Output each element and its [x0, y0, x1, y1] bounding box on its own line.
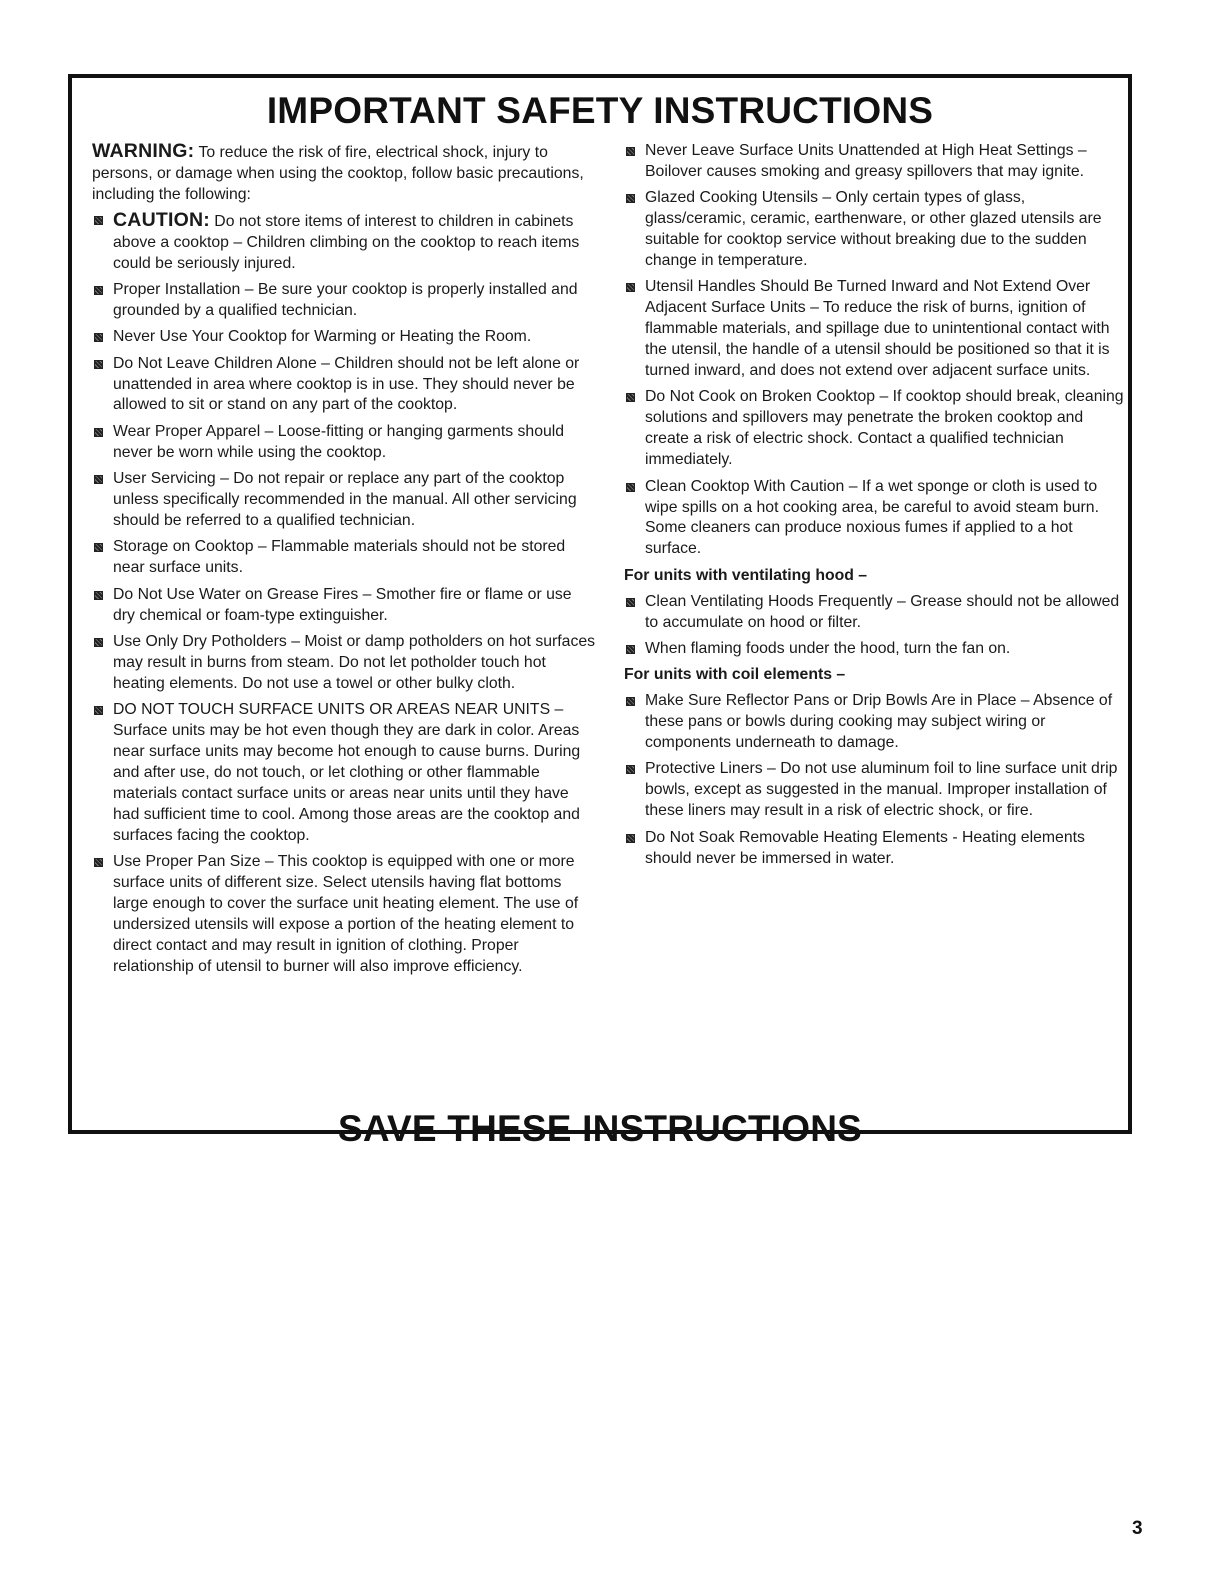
list-item	[92, 354, 597, 417]
list-item	[624, 141, 1124, 183]
hood-instruction-list	[624, 592, 1124, 660]
list-item	[92, 469, 597, 532]
hood-section-heading: For units with ventilating hood –	[624, 566, 868, 584]
item-text: User Servicing – Do not repair or replace any part of the cooktop unless specifically recommended in the manual. All other servicing should be referred to a qualified technician.	[113, 470, 577, 529]
warning-label: WARNING:	[92, 140, 195, 162]
right-column	[624, 141, 1124, 875]
list-item	[624, 639, 1124, 660]
coil-section-heading: For units with coil elements –	[624, 666, 846, 684]
item-text: Make Sure Reflector Pans or Drip Bowls Are in Place – Absence of these pans or bowls during cooking may subject wiring or components underneath to damage.	[645, 692, 1113, 752]
square-bullet-icon	[94, 333, 103, 342]
list-item	[624, 691, 1124, 754]
item-text: Utensil Handles Should Be Turned Inward and Not Extend Over Adjacent Surface Units – To reduce the risk of burns, ignition of flammable materials, and spillage due to unintentional contact with the utensil, the handle of a utensil should be positioned so that it is turned inward, and does not extend over adjacent surface units.	[645, 278, 1110, 380]
item-text: Protective Liners – Do not use aluminum foil to line surface unit drip bowls, except as suggested in the manual. Improper installation of these liners may result in a risk of electric shock, or fire.	[645, 760, 1118, 820]
page-number: 3	[1132, 1518, 1143, 1539]
item-text: Use Proper Pan Size – This cooktop is equipped with one or more surface units of different size. Select utensils having flat bottoms large enough to cover the surface unit heating element. The use of undersized utensils will expose a portion of the heating element to direct contact and may result in ignition of clothing. Proper relationship of utensil to burner will also improve efficiency.	[113, 853, 579, 975]
item-text: Never Use Your Cooktop for Warming or Heating the Room.	[113, 328, 532, 346]
list-item	[92, 585, 597, 627]
square-bullet-icon	[626, 194, 635, 203]
square-bullet-icon	[626, 147, 635, 156]
list-item	[92, 210, 597, 275]
square-bullet-icon	[626, 283, 635, 292]
square-bullet-icon	[626, 834, 635, 843]
list-item	[624, 592, 1124, 634]
list-item	[92, 422, 597, 464]
item-text: Proper Installation – Be sure your cooktop is properly installed and grounded by a qualified technician.	[113, 280, 578, 319]
square-bullet-icon	[626, 393, 635, 402]
item-text: When flaming foods under the hood, turn the fan on.	[645, 639, 1011, 657]
item-text: Clean Ventilating Hoods Frequently – Grease should not be allowed to accumulate on hood or filter.	[645, 592, 1120, 631]
warning-text: To reduce the risk of fire, electrical shock, injury to persons, or damage when using the cooktop, follow basic precautions, including the following:	[92, 144, 584, 203]
list-item	[92, 280, 597, 322]
square-bullet-icon	[94, 428, 103, 437]
item-text: Never Leave Surface Units Unattended at High Heat Settings – Boilover causes smoking and greasy spillovers that may ignite.	[645, 142, 1087, 180]
list-item	[624, 759, 1124, 822]
item-text: Do Not Leave Children Alone – Children should not be left alone or unattended in area where cooktop is in use. They should never be allowed to sit or stand on any part of the cooktop.	[113, 354, 580, 414]
list-item	[92, 327, 597, 348]
list-item	[624, 477, 1124, 561]
square-bullet-icon	[626, 697, 635, 706]
coil-instruction-list	[624, 691, 1124, 869]
list-item	[92, 632, 597, 695]
square-bullet-icon	[626, 765, 635, 774]
square-bullet-icon	[626, 645, 635, 654]
item-text: DO NOT TOUCH SURFACE UNITS OR AREAS NEAR UNITS – Surface units may be hot even though they are dark in color. Areas near surface units may become hot enough to cause burns. During and after use, do not touch, or let clothing or other flammable materials contact surface units or areas near units until they have had sufficient time to cool. Among those areas are the cooktop and surfaces facing the cooktop.	[113, 701, 581, 844]
warning-paragraph	[92, 141, 597, 206]
list-item	[624, 828, 1124, 870]
right-instruction-list	[624, 141, 1124, 560]
page-title: IMPORTANT SAFETY INSTRUCTIONS	[266, 90, 934, 131]
left-column	[92, 141, 597, 983]
square-bullet-icon	[94, 858, 103, 867]
item-text: Use Only Dry Potholders – Moist or damp potholders on hot surfaces may result in burns from steam. Do not let potholder touch hot heating elements. Do not use a towel or other bulky cloth.	[113, 633, 596, 692]
item-text: Do Not Cook on Broken Cooktop – If cooktop should break, cleaning solutions and spillovers may penetrate the broken cooktop and create a risk of electric shock. Contact a qualified technician immediately.	[645, 388, 1124, 469]
list-item	[92, 852, 597, 977]
item-text: Clean Cooktop With Caution – If a wet sponge or cloth is used to wipe spills on a hot cooking area, be careful to avoid steam burn. Some cleaners can produce noxious fumes if applied to a hot surface.	[645, 477, 1099, 558]
square-bullet-icon	[94, 543, 103, 552]
item-text: Do not store items of interest to children in cabinets above a cooktop – Children climbing on the cooktop to reach items could be seriously injured.	[113, 212, 580, 272]
square-bullet-icon	[94, 638, 103, 647]
square-bullet-icon	[626, 483, 635, 492]
save-instructions-heading: SAVE THESE INSTRUCTIONS	[337, 1108, 863, 1149]
list-item	[624, 387, 1124, 471]
item-text: Do Not Use Water on Grease Fires – Smother fire or flame or use dry chemical or foam-type extinguisher.	[113, 585, 572, 624]
list-item	[624, 277, 1124, 382]
square-bullet-icon	[94, 706, 103, 715]
item-text: Storage on Cooktop – Flammable materials should not be stored near surface units.	[113, 538, 566, 577]
square-bullet-icon	[626, 598, 635, 607]
caution-label: CAUTION:	[113, 208, 210, 231]
item-text: Do Not Soak Removable Heating Elements - Heating elements should never be immersed in water.	[645, 828, 1085, 867]
safety-instructions-box	[68, 74, 1132, 1149]
square-bullet-icon	[94, 286, 103, 295]
item-text: Glazed Cooking Utensils – Only certain types of glass, glass/ceramic, ceramic, earthenware, or other glazed utensils are suitable for cooktop service without breaking due to the sudden change in temperature.	[645, 189, 1102, 270]
square-bullet-icon	[94, 591, 103, 600]
square-bullet-icon	[94, 360, 103, 369]
left-instruction-list	[92, 210, 597, 978]
list-item	[624, 188, 1124, 272]
square-bullet-icon	[94, 216, 103, 225]
list-item	[92, 700, 597, 846]
list-item	[92, 537, 597, 579]
item-text: Wear Proper Apparel – Loose-fitting or hanging garments should never be worn while using the cooktop.	[113, 422, 565, 461]
square-bullet-icon	[94, 475, 103, 484]
